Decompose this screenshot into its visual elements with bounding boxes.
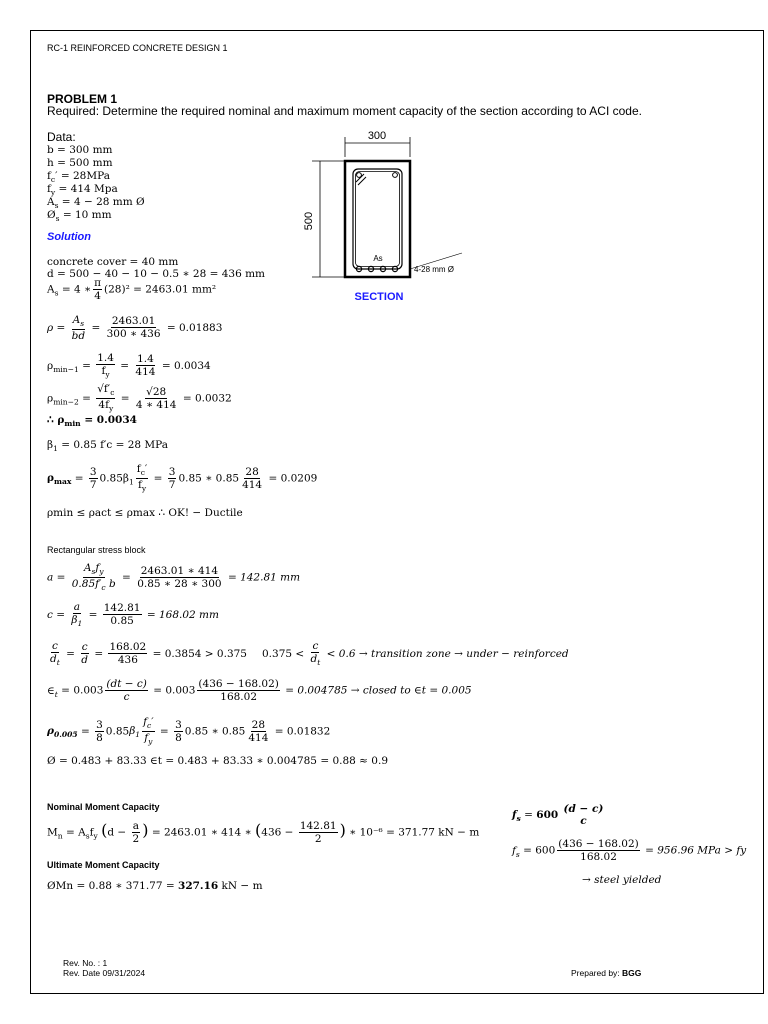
data-h: h = 500 mm (47, 157, 113, 169)
epsilon-t-formula: $\in_t = 0.003$ $\frac{(dt - c)}{c}$ = 0.003 $\frac{(436 - 168.02)}{168.02}$ = 0.004785 → closed to ∈t = 0.005 (47, 678, 472, 704)
width-label: 300 (367, 130, 387, 142)
rho-005-formula: $\rho_{0.005}$ = $\frac{3}{8}$ $0.85\beta_1$ $\frac{f_c'}{f_y}$ = $\frac{3}{8}$ 0.85 ∗ 0.85 $\frac{28}{414}$ = 0.01832 (47, 716, 331, 746)
zone-check: 0.375 < $\frac{c}{d_t}$ < 0.6 → transition zone → under − reinforced (262, 640, 569, 668)
ductility-check: ρmin ≤ ρact ≤ ρmax ∴ OK! − Ductile (47, 507, 243, 519)
problem-required: Required: Determine the required nominal and maximum moment capacity of the section according to ACI code. (47, 104, 642, 118)
rho-formula: ρ = $\frac{A_s}{bd}$ = $\frac{2463.01}{300 ∗ 436}$ = 0.01883 (47, 314, 223, 342)
bar-label: 4-28 mm Ø (414, 265, 455, 274)
as-formula: $A_s = 4$ ∗ $\frac{\pi}{4}$ (28)² = 2463.01 mm² (47, 277, 217, 303)
effective-depth: d = 500 − 40 − 10 − 0.5 ∗ 28 = 436 mm (47, 268, 266, 280)
nominal-moment-title: Nominal Moment Capacity (47, 802, 160, 812)
as-label: As (373, 254, 383, 263)
prepared-by: Prepared by: BGG (571, 968, 642, 978)
section-caption: SECTION (354, 291, 404, 303)
problem-title: PROBLEM 1 (47, 92, 118, 106)
data-b: b = 300 mm (47, 144, 113, 156)
data-phis: $Ø_s = 10$ mm (47, 209, 112, 224)
data-as: $A_s = 4 - 28$ mm Ø (47, 196, 145, 211)
rho-min1-formula: $\rho_{min-1}$ = $\frac{1.4}{f_y}$ = $\frac{1.4}{414}$ = 0.0034 (47, 352, 211, 380)
concrete-cover: concrete cover = 40 mm (47, 256, 179, 268)
data-fc: $f_c' = 28MPa$ (47, 170, 110, 185)
phi-formula: Ø = 0.483 + 83.33 ∈t = 0.483 + 83.33 ∗ 0.004785 = 0.88 ≈ 0.9 (47, 755, 389, 767)
data-label: Data: (47, 130, 76, 144)
a-formula: a = $\frac{A_sf_y}{0.85f'_c b}$ = $\frac{2463.01 ∗ 414}{0.85 ∗ 28 ∗ 300}$ = 142.81 mm (47, 562, 301, 592)
fs-value: $f_s = 600$ $\frac{(436 - 168.02)}{168.02}$ = 956.96 MPa > fy (512, 838, 747, 864)
beta-1: $\beta_1 = 0.85$ f′c = 28 MPa (47, 439, 169, 454)
phi-mn-formula: ØMn = 0.88 ∗ 371.77 = 327.16 kN − m (47, 880, 263, 892)
document-header: RC-1 REINFORCED CONCRETE DESIGN 1 (47, 43, 228, 53)
stress-block-label: Rectangular stress block (47, 545, 146, 555)
mn-formula: $M_n = A_sf_y$ (d − $\frac{a}{2}$ ) = 2463.01 ∗ 414 ∗ (436 − $\frac{142.81}{2}$ ) ∗ 10⁻⁶ = 371.77 kN − m (47, 820, 480, 846)
ultimate-moment-title: Ultimate Moment Capacity (47, 860, 160, 870)
c-dt-ratio: $\frac{c}{d_t}$ = $\frac{c}{d}$ = $\frac{168.02}{436}$ = 0.3854 > 0.375 (50, 640, 247, 668)
rho-min-final: ∴ $\rho_{min} = 0.0034$ (47, 414, 137, 429)
rev-no: Rev. No. : 1 (63, 958, 108, 968)
steel-yielded: → steel yielded (582, 874, 662, 886)
height-label: 500 (303, 211, 315, 231)
rev-date: Rev. Date 09/31/2024 (63, 968, 146, 978)
rho-min2-formula: $\rho_{min-2}$ = $\frac{√f'_c}{4f_y}$ = $\frac{√28}{4 ∗ 414}$ = 0.0032 (47, 383, 232, 413)
c-formula: c = $\frac{a}{\beta_1}$ = $\frac{142.81}{0.85}$ = 168.02 mm (47, 601, 219, 629)
fs-formula: $f_s = 600$ (d − c) c (512, 803, 604, 827)
section-figure (298, 125, 478, 305)
solution-title: Solution (47, 231, 91, 243)
rho-max-formula: $\rho_{max}$ = $\frac{3}{7}$ $0.85\beta_1$ $\frac{f_c'}{f_y}$ = $\frac{3}{7}$ 0.85 ∗ 0.85 $\frac{28}{414}$ = 0.0209 (47, 463, 318, 493)
data-fy: $f_y = 414$ Mpa (47, 183, 118, 198)
